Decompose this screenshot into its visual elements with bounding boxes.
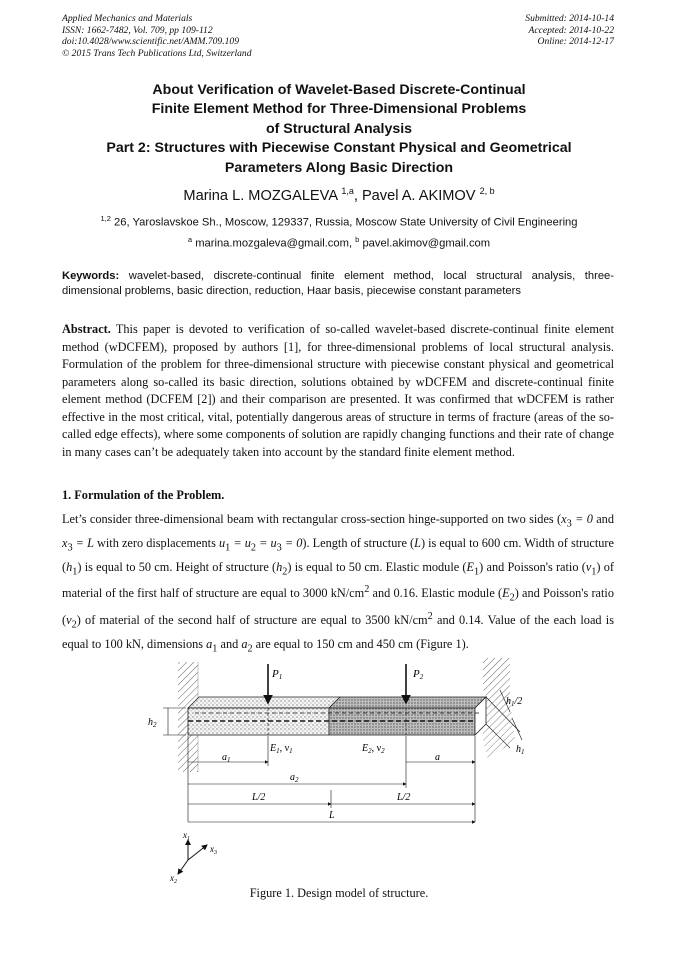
title-line: Part 2: Structures with Piecewise Constant Physical and Geometrical xyxy=(106,140,572,157)
email-a[interactable]: marina.mozgaleva@gmail.com, xyxy=(192,237,356,250)
author-2-affil: 2, b xyxy=(479,186,495,196)
right-support xyxy=(483,658,515,760)
title-line: of Structural Analysis xyxy=(265,120,413,137)
label-a: a xyxy=(435,752,440,763)
axis-x3: $x_3$ xyxy=(210,844,217,856)
keywords-label: Keywords: xyxy=(62,270,120,282)
dim-l-half xyxy=(188,790,475,808)
author-1: Marina L. MOZGALEVA xyxy=(183,187,338,204)
label-material-2: $E_2$, $\nu_2$ xyxy=(362,743,385,755)
date-accepted: Accepted: 2014-10-22 xyxy=(528,24,614,36)
journal-doi[interactable]: doi:10.4028/www.scientific.net/AMM.709.109 xyxy=(62,36,240,48)
author-separator: , xyxy=(353,187,362,204)
affiliation-text: 26, Yaroslavskoe Sh., Moscow, 129337, Russia, Moscow State University of Civil Engineering xyxy=(110,216,578,229)
email-b-sup: b xyxy=(355,235,360,244)
author-1-affil: 1,a xyxy=(341,186,354,196)
journal-issn: ISSN: 1662-7482, Vol. 709, pp 109-112 xyxy=(62,24,213,36)
beam-body xyxy=(188,697,486,735)
body-paragraph: Let’s consider three-dimensional beam with rectangular cross-section hinge-supported on two sides ($x_3 = 0$ and $x_3 = L$ with zero displacements $u_1 = u_2 = u_3 = 0$). Length of structure (L) is equal to 600 cm. Width of structure $(h_1)$ is equal to 50 cm. Height of structure $(h_2)$ is equal to 50 cm. Elastic module $(E_1)$ and Poisson's ratio $(\nu_1)$ of material of the first half of structure are equal to 3000 $kN/cm^2$ and 0.16. Elastic module $(E_2)$ and Poisson's ratio $(\nu_2)$ of material of the second half of structure are equal to 3500 $kN/cm^2$ and 0.14. Value of the each load is equal to 100 kN, dimensions $a_1$ and $a_2$ are equal to 150 cm and 450 cm (Figure 1). xyxy=(62,512,614,655)
label-material-1: $E_1$, $\nu_1$ xyxy=(270,743,293,755)
author-2: Pavel A. AKIMOV xyxy=(361,187,476,204)
title-line: Finite Element Method for Three-Dimensional Problems xyxy=(151,101,527,118)
label-l-half-1: L/2 xyxy=(252,792,266,803)
label-a2: $a_2$ xyxy=(290,772,299,784)
section-heading: 1. Formulation of the Problem. xyxy=(62,488,225,502)
svg-text:h1: $h_1$ xyxy=(516,744,525,756)
label-l: L xyxy=(329,810,335,821)
journal-copyright: © 2015 Trans Tech Publications Ltd, Switzerland xyxy=(62,47,252,59)
journal-name: Applied Mechanics and Materials xyxy=(62,13,193,24)
email-b[interactable]: pavel.akimov@gmail.com xyxy=(359,237,491,250)
dim-a1 xyxy=(188,736,268,822)
title-line: About Verification of Wavelet-Based Discrete-Continual xyxy=(152,82,526,98)
abstract-label: Abstract. xyxy=(62,322,111,336)
keywords-text: wavelet-based, discrete-continual finite element method, local structural analysis, three-dimensional problems, basic direction, reduction, Haar basis, piecewise constant parameters xyxy=(62,270,614,297)
label-a1: $a_1$ xyxy=(222,752,231,764)
label-p1: P1 xyxy=(272,668,283,681)
svg-text:h1/2: $h_1/2$ xyxy=(506,696,523,708)
dim-a xyxy=(406,736,475,822)
affiliation-sup: 1,2 xyxy=(100,214,111,223)
date-submitted: Submitted: 2014-10-14 xyxy=(525,13,614,24)
date-online: Online: 2014-12-17 xyxy=(537,36,614,48)
label-p2: P2 xyxy=(413,668,424,681)
email-a-sup: a xyxy=(187,235,193,244)
axis-x2: $x_2$ xyxy=(170,873,177,885)
title-line: Parameters Along Basic Direction xyxy=(224,159,454,176)
figure-caption: Figure 1. Design model of structure. xyxy=(249,886,429,900)
axis-x1: $x_1$ xyxy=(183,830,190,842)
abstract-text: This paper is devoted to verification of so-called wavelet-based discrete-continual finite element method (wDCFEM), proposed by authors [1], for three-dimensional problems of local structural analysis. Formulation of the problem for three-dimensional structure with piecewise constant physical and geometrical parameters along so-called its basic direction, solutions obtained by wDCFEM and discrete-continual finite element method (DCFEM [2]) and their comparison are presented. It was confirmed that wDCFEM is rather effective in the most critical, vital, potentially dangerous areas of structure in terms of fracture (areas of the so-called edge effects), where some components of solution are rapidly changing functions and their rate of change in many cases can’t be adequately taken into account by the standard finite element method. xyxy=(62,322,614,459)
coordinate-axes xyxy=(178,840,207,874)
label-l-half-2: L/2 xyxy=(397,792,411,803)
svg-text:h2: $h_2$ xyxy=(148,717,157,729)
